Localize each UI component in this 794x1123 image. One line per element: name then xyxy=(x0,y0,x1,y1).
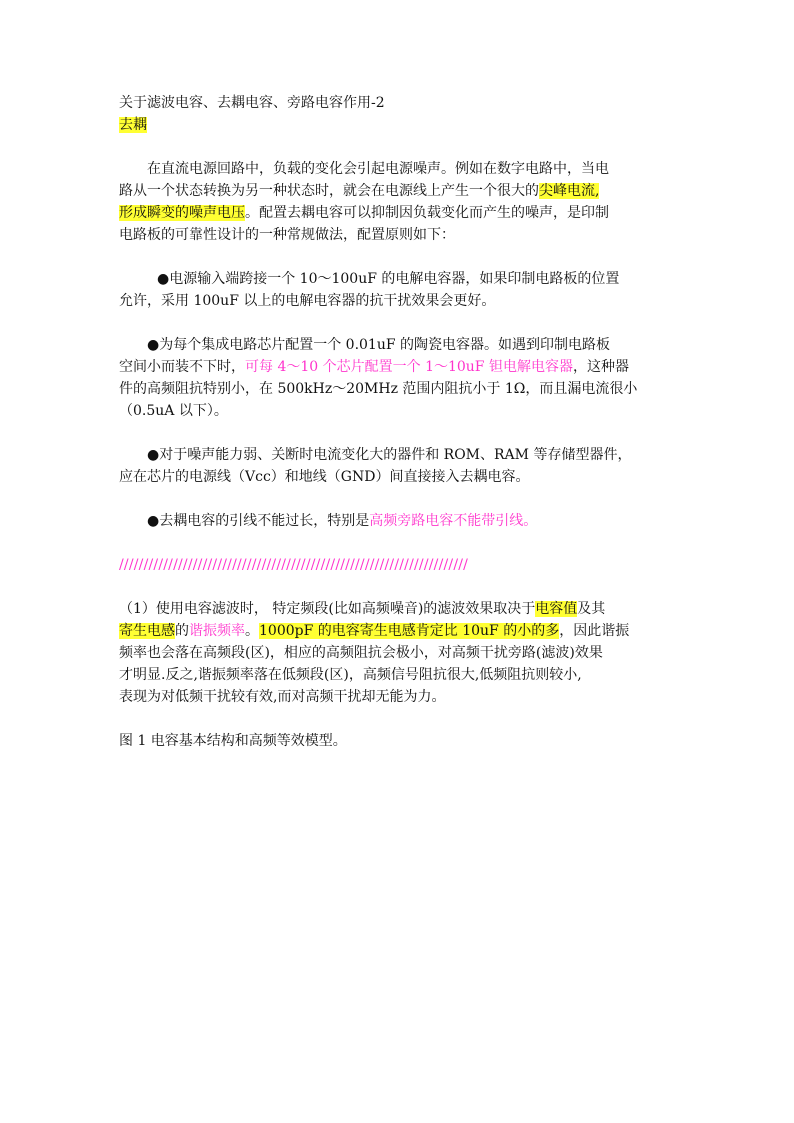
filter-paragraph xyxy=(119,598,675,708)
bullet-line xyxy=(119,356,675,378)
bullet-line: 件的高频阻抗特别小，在 500kHz～20MHz 范围内阻抗小于 1Ω，而且漏电流很小 xyxy=(119,381,638,397)
intro-text: 路从一个状态转换为另一种状态时，就会在电源线上产生一个很大的 xyxy=(119,183,539,199)
accent-text: 高频旁路电容不能带引线。 xyxy=(369,513,538,529)
filter-text: 。 xyxy=(245,623,259,639)
document-body xyxy=(119,92,675,752)
filter-text: ，因此谐振 xyxy=(559,623,630,639)
bullet-item xyxy=(119,334,675,422)
filter-line: 频率也会落在高频段(区)，相应的高频阻抗会极小，对高频干扰旁路(滤波)效果 xyxy=(119,645,603,661)
bullet-text: ●去耦电容的引线不能过长，特别是 xyxy=(147,513,370,529)
intro-line: 在直流电源回路中，负载的变化会引起电源噪声。例如在数字电路中，当电 xyxy=(147,161,609,177)
filter-text: 及其 xyxy=(577,601,606,617)
figure-caption: 图 1 电容基本结构和高频等效模型。 xyxy=(119,733,347,749)
bullet-line: （0.5uA 以下）。 xyxy=(119,403,228,419)
filter-line: 才明显.反之,谐振频率落在低频段(区)，高频信号阻抗很大,低频阻抗则较小, xyxy=(119,667,582,683)
highlight-text: 电容值 xyxy=(535,601,578,617)
bullet-line: ●对于噪声能力弱、关断时电流变化大的器件和 ROM、RAM 等存储型器件， xyxy=(147,447,632,463)
divider-line: /////////////////////////////////////////////////////////////////////// xyxy=(119,557,469,573)
bullet-text: ，这种器 xyxy=(572,359,629,375)
filter-line xyxy=(119,620,675,642)
bullet-item xyxy=(119,510,675,532)
intro-paragraph xyxy=(119,158,675,246)
intro-line: 电路板的可靠性设计的一种常规做法，配置原则如下： xyxy=(119,227,455,243)
highlight-text: 1000pF 的电容寄生电感肯定比 10uF 的小的多 xyxy=(259,623,560,639)
intro-line xyxy=(119,202,675,224)
accent-text: 可每 4～10 个芯片配置一个 1～10uF 钽电解电容器 xyxy=(245,359,573,375)
accent-text: 谐振频率 xyxy=(189,623,245,639)
filter-line: 表现为对低频干扰较有效,而对高频干扰却无能为力。 xyxy=(119,689,446,705)
bullet-line: ●为每个集成电路芯片配置一个 0.01uF 的陶瓷电容器。如遇到印制电路板 xyxy=(147,337,611,353)
section-heading xyxy=(119,114,675,136)
filter-line xyxy=(119,598,675,620)
bullet-text: 空间小而装不下时， xyxy=(119,359,245,375)
filter-text: 的 xyxy=(175,623,189,639)
bullet-item xyxy=(119,444,675,488)
bullet-item xyxy=(119,268,675,312)
intro-text: 。配置去耦电容可以抑制因负载变化而产生的噪声，是印制 xyxy=(245,205,609,221)
highlight-text: 寄生电感 xyxy=(119,623,175,639)
bullet-line xyxy=(119,510,675,532)
highlight-text: 尖峰电流, xyxy=(539,183,600,199)
filter-text: （1）使用电容滤波时， 特定频段(比如高频噪音)的滤波效果取决于 xyxy=(119,601,536,617)
bullet-line: 应在芯片的电源线（Vcc）和地线（GND）间直接接入去耦电容。 xyxy=(119,469,530,485)
bullet-line: 允许，采用 100uF 以上的电解电容器的抗干扰效果会更好。 xyxy=(119,293,496,309)
document-title: 关于滤波电容、去耦电容、旁路电容作用-2 xyxy=(119,95,385,111)
section-heading-text: 去耦 xyxy=(119,117,147,133)
bullet-line: ●电源输入端跨接一个 10～100uF 的电解电容器，如果印制电路板的位置 xyxy=(157,271,620,287)
intro-line xyxy=(119,180,675,202)
highlight-text: 形成瞬变的噪声电压 xyxy=(119,205,245,221)
